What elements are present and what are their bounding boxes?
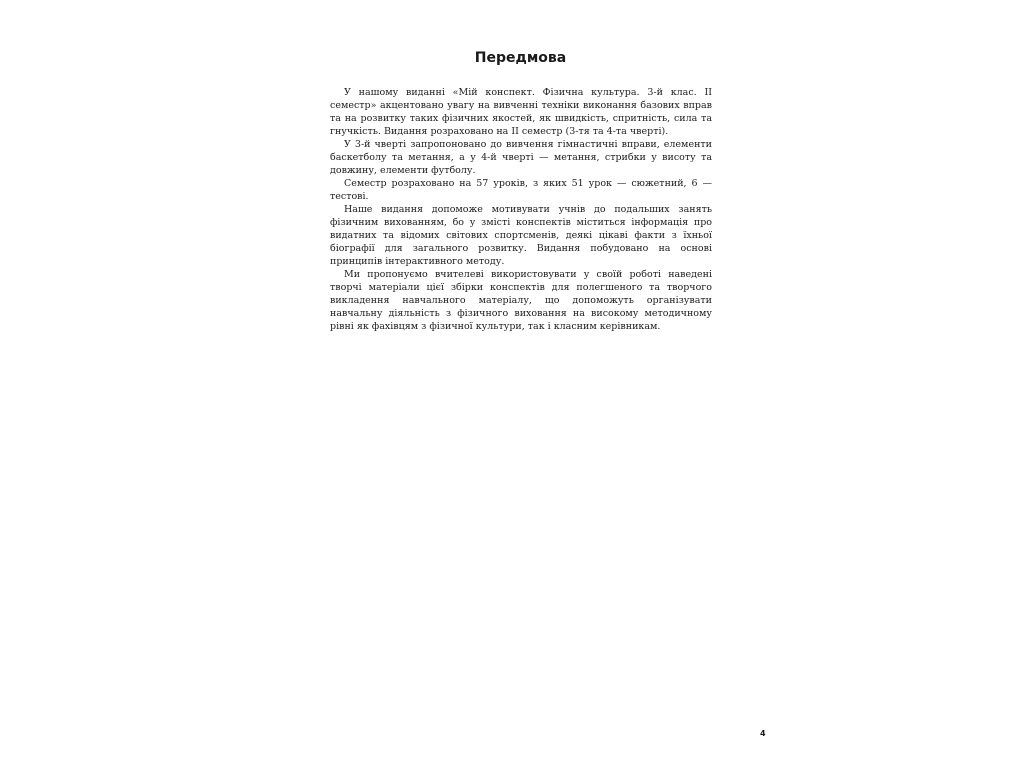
page-number: 4: [760, 729, 766, 738]
paragraph-motivation: Наше видання допоможе мотивувати учнів до подальших занять фізичним вихованням, бо у змісті конспектів міститься інформація про видатних та відомих світових спортсменів, деякі цікаві факти з їхньої біографії для загального розвитку. Видання побудовано на основі принципів інтерактивного методу.: [330, 204, 712, 267]
body-text: [330, 86, 712, 333]
page-title: Передмова: [474, 50, 567, 66]
paragraph-quarter-topics: У 3-й чверті запропоновано до вивчення гімнастичні вправи, елементи баскетболу та метання, а у 4-й чверті — метання, стрибки у висоту та довжину, елементи футболу.: [330, 139, 712, 176]
paragraph-edition-intro: У нашому виданні «Мій конспект. Фізична культура. 3-й клас. ІІ семестр» акцентовано увагу на вивченні техніки виконання базових вправ та на розвитку таких фізичних якостей, як швидкість, спритність, сила та гнучкість. Видання розраховано на ІІ семестр (3-тя та 4-та чверті).: [330, 87, 712, 137]
paragraph-teacher-use: Ми пропонуємо вчителеві використовувати у своїй роботі наведені творчі матеріали цієї збірки конспектів для полегшеного та творчого викладення навчального матеріалу, що допоможуть організувати навчальну діяльність з фізичного виховання на високому методичному рівні як фахівцям з фізичної культури, так і класним керівникам.: [330, 269, 712, 332]
paragraph-lesson-count: Семестр розраховано на 57 уроків, з яких 51 урок — сюжетний, 6 — тестові.: [330, 178, 712, 202]
